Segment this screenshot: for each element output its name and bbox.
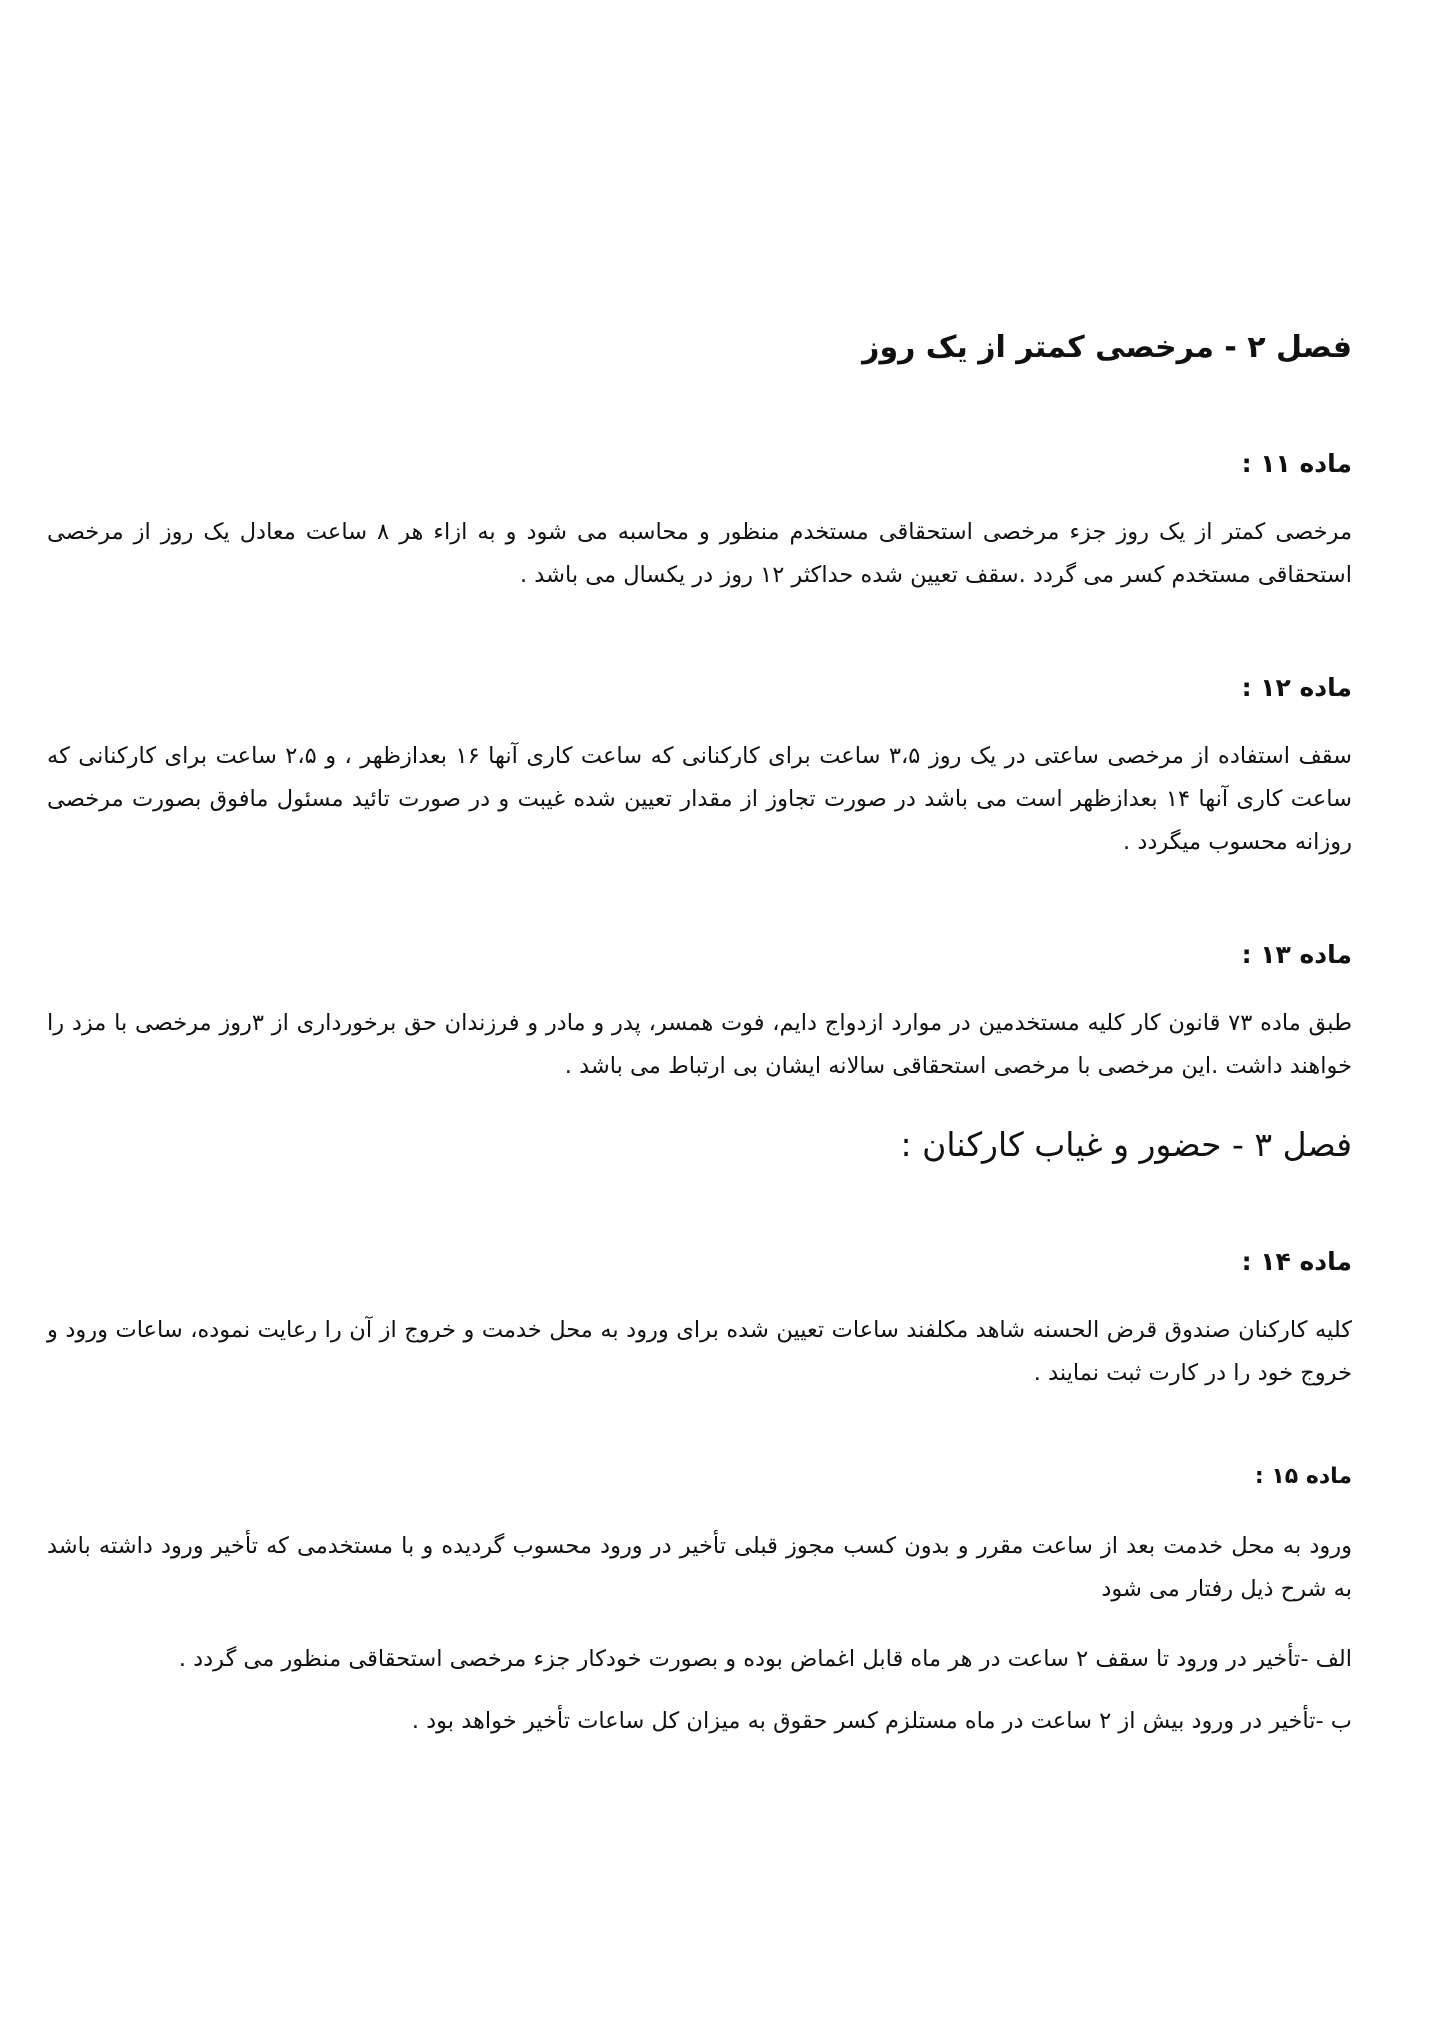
article-15-paragraph: ورود به محل خدمت بعد از ساعت مقرر و بدون کسب مجوز قبلی تأخیر در ورود محسوب گردیده و با مستخدمی که تأخیر ورود داشته باشد به شرح ذیل رفتار می شود <box>47 1533 1352 1602</box>
article-11-paragraph: مرخصی کمتر از یک روز جزء مرخصی استحقاقی مستخدم منظور و محاسبه می شود و به ازاء هر ۸ ساعت معادل یک روز از مرخصی استحقاقی مستخدم کسر می گردد .سقف تعیین شده حداکثر ۱۲ روز در یکسال می باشد . <box>47 519 1352 588</box>
article-15-item-a: الف -تأخیر در ورود تا سقف ۲ ساعت در هر ماه قابل اغماض بوده و بصورت خودکار جزء مرخصی استحقاقی منظور می گردد . <box>178 1646 1352 1672</box>
article-14-paragraph: کلیه کارکنان صندوق قرض الحسنه شاهد مکلفند ساعات تعیین شده برای ورود به محل خدمت و خروج از آن را رعایت نموده، ساعات ورود و خروج خود را در کارت ثبت نمایند . <box>47 1317 1352 1386</box>
article-12-text <box>47 735 1352 864</box>
article-12-paragraph: سقف استفاده از مرخصی ساعتی در یک روز ۳،۵ ساعت برای کارکنانی که ساعت کاری آنها ۱۶ بعدازظهر ، و ۲،۵ ساعت برای کارکنانی که ساعت کاری آنها ۱۴ بعدازظهر است می باشد در صورت تجاوز از مقدار تعیین شده غیبت و در صورت تائید مسئول مافوق بصورت مرخصی روزانه محسوب میگردد . <box>47 743 1352 855</box>
article-11-text <box>47 511 1352 597</box>
article-15-item-b: ب -تأخیر در ورود بیش از ۲ ساعت در ماه مستلزم کسر حقوق به میزان کل ساعات تأخیر خواهد بود . <box>411 1708 1352 1734</box>
article-13-title: ماده ۱۳ : <box>1241 940 1352 969</box>
article-13-text <box>47 1002 1352 1088</box>
article-14-title: ماده ۱۴ : <box>1241 1247 1352 1276</box>
article-14-text <box>47 1309 1352 1395</box>
article-13-paragraph: طبق ماده ۷۳ قانون کار کلیه مستخدمین در موارد ازدواج دایم، فوت همسر، پدر و مادر و فرزندان حق برخورداری از ۳روز مرخصی با مزد را خواهند داشت .این مرخصی با مرخصی استحقاقی سالانه ایشان بی ارتباط می باشد . <box>47 1010 1352 1079</box>
article-15-title: ماده ۱۵ : <box>1254 1464 1352 1489</box>
article-12-title: ماده ۱۲ : <box>1241 673 1352 702</box>
chapter-2-title: فصل ۲ - مرخصی کمتر از یک روز <box>862 330 1352 365</box>
article-15-text <box>47 1525 1352 1611</box>
article-11-title: ماده ۱۱ : <box>1241 449 1352 478</box>
chapter-3-title: فصل ۳ - حضور و غیاب کارکنان : <box>900 1125 1352 1164</box>
